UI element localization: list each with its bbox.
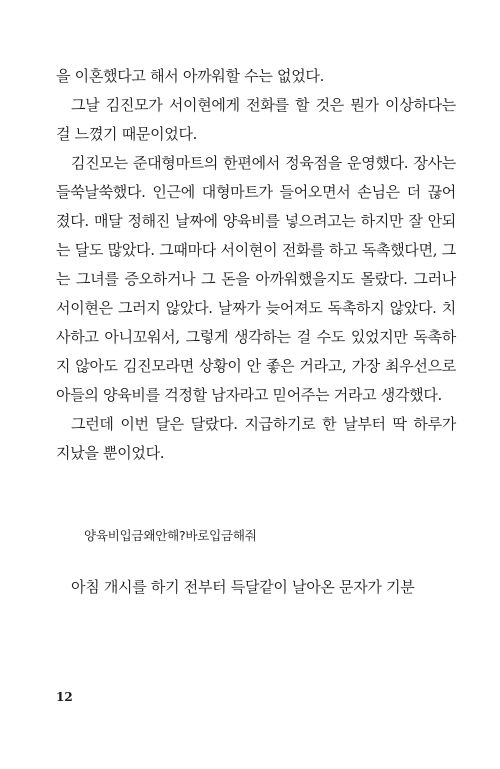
paragraph: 그날 김진모가 서이현에게 전화를 할 것은 뭔가 이상하다는 걸 느꼈기 때문이었다. [56,96,456,143]
body-text [56,62,456,468]
page-number: 12 [56,690,73,704]
paragraph: 그런데 이번 달은 달랐다. 지급하기로 한 날부터 딱 하루가 지났을 뿐이었다. [56,415,456,462]
text-message-quote: 양육비입금왜안해?바로입금해줘 [84,528,257,543]
paragraph-tail: 아침 개시를 하기 전부터 득달같이 날아온 문자가 기분 [71,578,415,596]
paragraph: 김진모는 준대형마트의 한편에서 정육점을 운영했다. 장사는 들쑥날쑥했다. 인근에 대형마트가 들어오면서 손님은 더 끊어졌다. 매달 정해진 날짜에 양육비를 넣으려고는 하지만 잘 안되는 달도 많았다. 그때마다 서이현이 전화를 하고 독촉했다면, 그는 그녀를 증오하거나 그 돈을 아까워했을지도 몰랐다. 그러나 서이현은 그러지 않았다. 날짜가 늦어져도 독촉하지 않았다. 치사하고 아니꼬워서, 그렇게 생각하는 걸 수도 있었지만 독촉하지 않아도 김진모라면 상황이 안 좋은 거라고, 가장 최우선으로 아들의 양육비를 걱정할 남자라고 믿어주는 거라고 생각했다. [56,154,456,404]
paragraph-continuation: 을 이혼했다고 해서 아까워할 수는 없었다. [56,67,325,85]
